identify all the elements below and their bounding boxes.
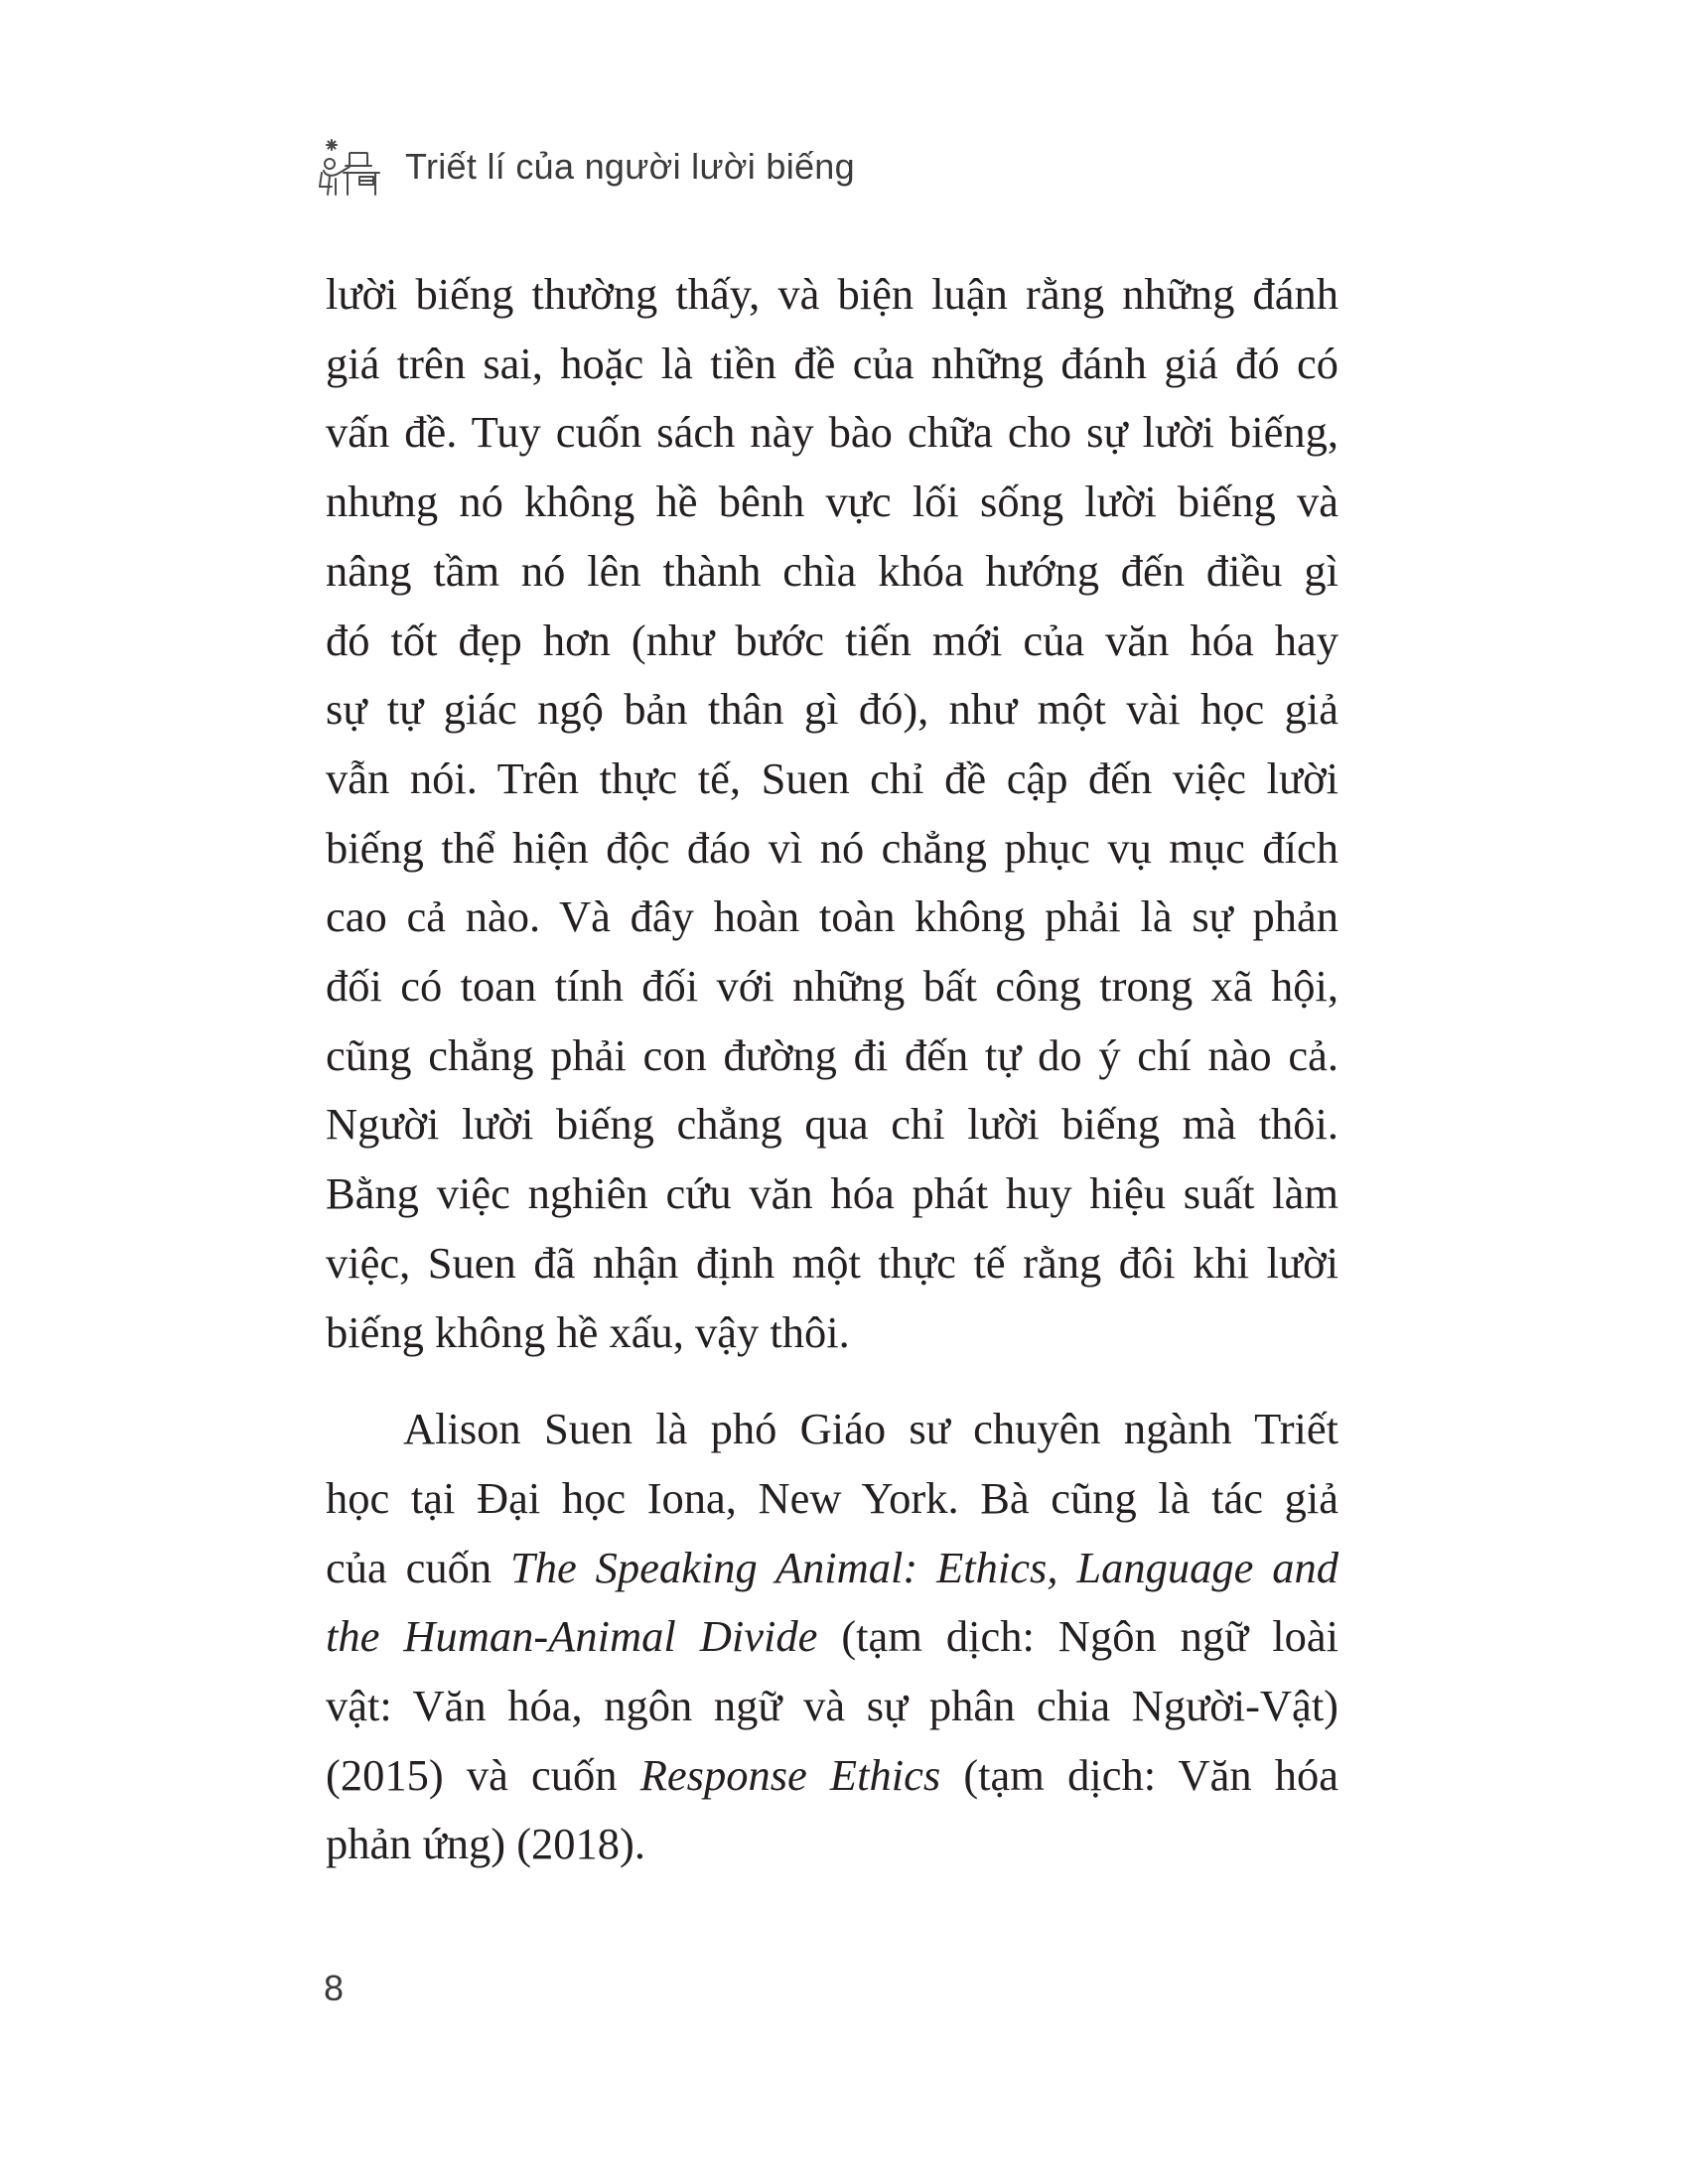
running-header bbox=[316, 137, 855, 197]
text-line: giá trên sai, hoặc là tiền đề của những đánh giá đó có bbox=[326, 338, 1338, 388]
page-number: 8 bbox=[324, 1968, 345, 2008]
text-line: Người lười biếng chẳng qua chỉ lười biếng mà thôi. bbox=[326, 1099, 1338, 1150]
text-line: vẫn nói. Trên thực tế, Suen chỉ đề cập đến việc lười bbox=[326, 752, 1338, 803]
text-line: sự tự giác ngộ bản thân gì đó), như một vài học giả bbox=[326, 684, 1338, 735]
body-text bbox=[326, 260, 1338, 1879]
text-line bbox=[326, 1534, 1338, 1603]
book-title: Response Ethics bbox=[639, 1749, 941, 1800]
text-fragment: của cuốn bbox=[326, 1542, 511, 1592]
paragraph-author-bio bbox=[326, 1395, 1338, 1879]
text-line: phản ứng) (2018). bbox=[326, 1819, 645, 1869]
text-line: vấn đề. Tuy cuốn sách này bào chữa cho sự lười biếng, bbox=[326, 407, 1338, 458]
text-line: việc, Suen đã nhận định một thực tế rằng đôi khi lười bbox=[326, 1237, 1338, 1288]
text-line: cao cả nào. Và đây hoàn toàn không phải là sự phản bbox=[326, 891, 1338, 942]
text-line: Alison Suen là phó Giáo sư chuyên ngành Triết bbox=[403, 1404, 1338, 1454]
running-header-title: Triết lí của người lười biếng bbox=[405, 146, 855, 187]
lazy-person-at-desk-icon bbox=[316, 137, 383, 197]
text-line: biếng không hề xấu, vậy thôi. bbox=[326, 1306, 850, 1357]
paragraph bbox=[326, 260, 1338, 1367]
book-title: the Human-Animal Divide bbox=[326, 1611, 818, 1662]
text-fragment: (2015) và cuốn bbox=[326, 1749, 640, 1800]
text-fragment: (tạm dịch: Văn hóa bbox=[940, 1749, 1338, 1800]
text-line: cũng chẳng phải con đường đi đến tự do ý chí nào cả. bbox=[326, 1029, 1338, 1080]
text-line: vật: Văn hóa, ngôn ngữ và sự phân chia Người-Vật) bbox=[326, 1681, 1338, 1731]
text-line: nhưng nó không hề bênh vực lối sống lười biếng và bbox=[326, 477, 1338, 527]
text-line bbox=[326, 1741, 1338, 1811]
text-fragment: (tạm dịch: Ngôn ngữ loài bbox=[817, 1611, 1339, 1662]
text-line: biếng thể hiện độc đáo vì nó chẳng phục vụ mục đích bbox=[326, 822, 1338, 873]
text-line bbox=[326, 1602, 1338, 1672]
text-line: nâng tầm nó lên thành chìa khóa hướng đến điều gì bbox=[326, 545, 1338, 596]
book-title: The Speaking Animal: Ethics, Language and bbox=[510, 1542, 1338, 1592]
text-line: đó tốt đẹp hơn (như bước tiến mới của văn hóa hay bbox=[326, 614, 1338, 665]
text-line: đối có toan tính đối với những bất công trong xã hội, bbox=[326, 961, 1338, 1012]
text-line: Bằng việc nghiên cứu văn hóa phát huy hiệu suất làm bbox=[326, 1168, 1338, 1219]
text-line: lười biếng thường thấy, và biện luận rằng những đánh bbox=[326, 269, 1338, 319]
text-line: học tại Đại học Iona, New York. Bà cũng là tác giả bbox=[326, 1472, 1338, 1523]
